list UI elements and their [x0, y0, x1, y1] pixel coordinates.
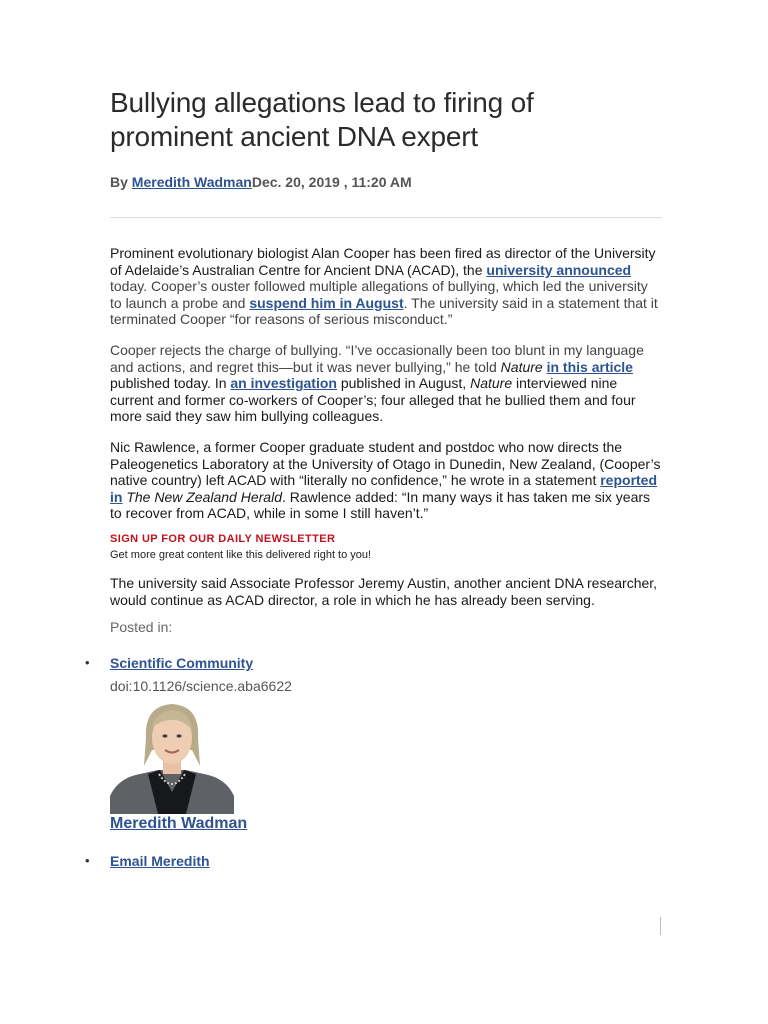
- nature-italic: Nature: [470, 375, 513, 392]
- university-announced-link[interactable]: university announced: [486, 261, 632, 278]
- article-title: Bullying allegations lead to firing of prominent ancient DNA expert: [110, 87, 534, 152]
- email-item: [110, 853, 662, 869]
- article-content: [110, 86, 662, 869]
- vertical-divider: [660, 917, 661, 935]
- paragraph-4: The university said Associate Professor Jeremy Austin, another ancient DNA researcher, would continue as ACAD director, a role in which he has already been serving.: [110, 574, 658, 608]
- text: Prominent evolutionary biologist Alan Cooper has been fired as director of the University of Adelaide’s Australian Centre for Ancient DNA (ACAD), the: [110, 245, 656, 278]
- text: Cooper rejects the charge of bullying. “I’ve occasionally been too blunt in my language and actions, and regret this—but it was never bullying,” he told: [110, 341, 644, 375]
- text: . The university said in a statement that it terminated Cooper “for reasons of serious misconduct.”: [110, 294, 658, 328]
- newsletter-title[interactable]: SIGN UP FOR OUR DAILY NEWSLETTER: [110, 532, 336, 545]
- newsletter-subtitle: Get more great content like this delivered right to you!: [110, 548, 372, 561]
- text: interviewed nine current and former co-workers of Cooper’s; four alleged that he bullied them and four more said they saw him bullying colleagues.: [110, 375, 636, 425]
- nature-italic: Nature: [500, 358, 543, 375]
- paragraph-3: [110, 439, 662, 522]
- author-link[interactable]: Meredith Wadman: [131, 174, 252, 190]
- paragraph-1: [110, 245, 662, 328]
- byline: [110, 174, 662, 190]
- byline-prefix: By: [110, 174, 132, 190]
- divider: [110, 217, 662, 218]
- publish-date: Dec. 20, 2019 , 11:20 AM: [251, 174, 412, 190]
- reported-in-link[interactable]: reported in: [110, 472, 658, 505]
- investigation-link[interactable]: an investigation: [230, 375, 337, 392]
- doi: doi:10.1126/science.aba6622: [110, 678, 292, 695]
- posted-in-label: Posted in:: [110, 619, 173, 636]
- tag-scientific-community-link[interactable]: Scientific Community: [110, 655, 254, 672]
- tag-list: [110, 655, 662, 869]
- author-name-link[interactable]: Meredith Wadman: [110, 815, 248, 833]
- text: published today. In: [110, 375, 231, 392]
- text: today. Cooper’s ouster followed multiple allegations of bullying, which led the university to launch a probe and: [110, 278, 648, 311]
- text: . Rawlence added: “In many ways it has taken me six years to recover from ACAD, while in some I still haven’t.”: [110, 488, 651, 522]
- text: published in August,: [336, 375, 471, 392]
- suspend-link[interactable]: suspend him in August: [249, 294, 404, 311]
- tag-item: [110, 655, 662, 833]
- text: Nic Rawlence, a former Cooper graduate student and postdoc who now directs the Paleogenetics Laboratory at the University of Otago in Dunedin, New Zealand, (Cooper’s native country) left ACAD with “literally no confidence,” he wrote in a statement: [110, 438, 661, 489]
- in-this-article-link[interactable]: in this article: [546, 358, 633, 375]
- email-author-link[interactable]: Email Meredith: [110, 853, 210, 870]
- paragraph-2: [110, 342, 662, 425]
- herald-italic: The New Zealand Herald: [126, 488, 282, 505]
- author-photo: [110, 700, 234, 814]
